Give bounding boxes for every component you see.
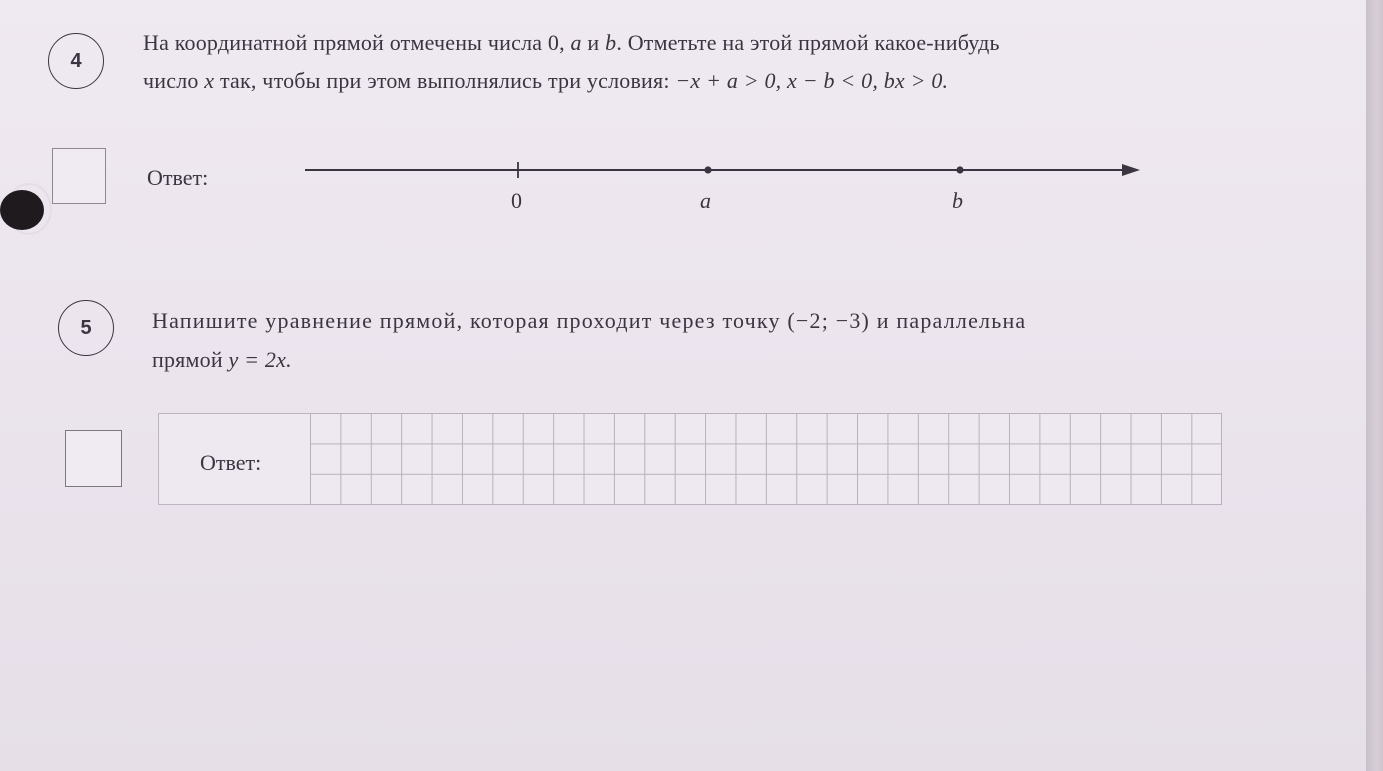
task-4-conditions: −x + a > 0, x − b < 0, bx > 0. [675,68,949,93]
task-5-answer-label: Ответ: [200,450,262,475]
page-edge [1366,0,1383,771]
label-b: b [952,188,963,213]
task-4-text-and: и [587,30,600,55]
task-5-number [58,300,114,356]
task-4-text-conditions-intro: так, чтобы при этом выполнялись три условия: [219,68,670,93]
task-4-number [48,33,104,89]
task-5-statement-line1: Напишите уравнение прямой, которая проходит через точку (−2; −3) и параллельна [152,308,1027,333]
task-5-text-pryamoy: прямой [152,347,223,372]
task-4-text: На координатной прямой отмечены числа 0, [143,30,565,55]
var-x: x [204,68,215,93]
task-4-statement-line2 [143,62,948,100]
task-4-text-chislo: число [143,68,199,93]
point-b [956,166,963,173]
point-a [704,166,711,173]
punch-hole [0,190,44,230]
number-line-arrow [1122,164,1140,176]
task-5-score-box[interactable] [65,430,122,487]
label-a: a [700,188,711,213]
task-4-statement-line1 [143,24,1000,62]
task-5-statement-line2 [152,341,292,379]
task-4-score-box[interactable] [52,148,106,204]
task-4-text-cont: . Отметьте на этой прямой какое-нибудь [616,30,1000,55]
task-4-number-text: 4 [70,49,82,72]
label-zero: 0 [511,188,522,213]
task-5-equation: y = 2x. [228,347,292,372]
number-line[interactable] [300,155,1150,185]
var-b: b [605,30,617,55]
task-5-number-text: 5 [80,316,92,339]
answer-grid[interactable] [310,413,1222,505]
var-a: a [570,30,582,55]
task-4-answer-label: Ответ: [147,165,209,190]
